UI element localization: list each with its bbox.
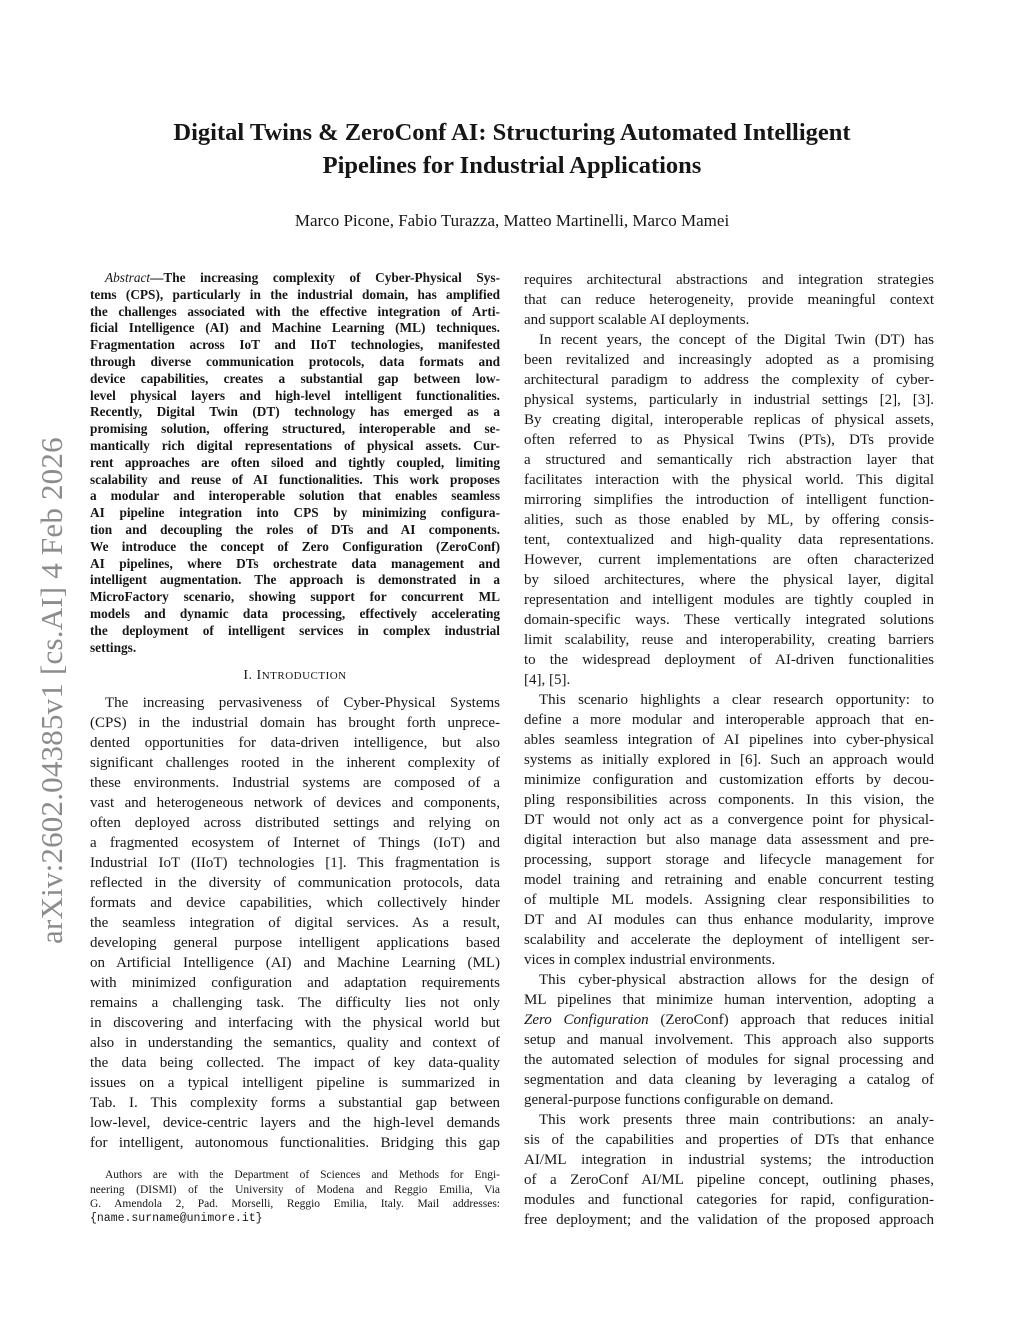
abstract-line: ficial Intelligence (AI) and Machine Learning (ML) techniques. [90,320,500,336]
emphasis-term: Zero Configuration [524,1012,649,1028]
text-line: also in understanding the semantics, quality and context of [90,1035,500,1052]
text-line: This cyber-physical abstraction allows for the design of [539,972,934,988]
text-line: general-purpose functions configurable on demand. [524,1092,834,1108]
text-line: processing, support storage and lifecycle management for [524,852,934,868]
text-line: define a more modular and interoperable approach that en- [524,712,934,728]
body-paragraph [524,330,934,690]
abstract-line: We introduce the concept of Zero Configuration (ZeroConf) [90,538,500,554]
abstract-line: the deployment of intelligent services in complex industrial [90,622,500,638]
text-line: modules and functional categories for rapid, configuration- [524,1192,934,1208]
text-line: (CPS) in the industrial domain has brought forth unprece- [90,715,500,732]
text-line: ML pipelines that minimize human intervention, adopting a [524,992,934,1008]
text-line: developing general purpose intelligent applications based [90,935,500,952]
text-line: in discovering and interfacing with the physical world but [90,1015,500,1032]
text-line: architectural paradigm to address the complexity of cyber- [524,372,934,388]
intro-paragraph [90,693,500,1153]
abstract-line: intelligent augmentation. The approach is demonstrated in a [90,572,500,588]
text-line: In recent years, the concept of the Digital Twin (DT) has [539,332,934,348]
text-line: the seamless integration of digital services. As a result, [90,915,500,932]
text-line: free deployment; and the validation of the proposed approach [524,1212,934,1228]
footnote-line: Authors are with the Department of Sciences and Methods for Engi- [105,1169,500,1181]
abstract-line: models and dynamic data processing, effectively accelerating [90,605,500,621]
right-column [524,270,934,1230]
abstract-line: device capabilities, creates a substantial gap between low- [90,370,500,386]
text-line: and support scalable AI deployments. [524,312,750,328]
text-line: dented opportunities for data-driven intelligence, but also [90,735,500,752]
text-line: physical systems, particularly in industrial settings [2], [3]. [524,392,934,408]
text-line: a structured and semantically rich abstraction layer that [524,452,934,468]
text-line: requires architectural abstractions and integration strategies [524,272,934,288]
body-paragraph [524,270,934,330]
text-line: of multiple ML models. Assigning clear responsibilities to [524,892,934,908]
text-line: setup and manual involvement. This approach also supports [524,1032,934,1048]
text-line: segmentation and data cleaning by leveraging a catalog of [524,1072,934,1088]
text-line: significant challenges rooted in the inherent complexity of [90,755,500,772]
text-line: a fragmented ecosystem of Internet of Things (IoT) and [90,835,500,852]
section-number: I. [243,668,253,684]
abstract-line: MicroFactory scenario, showing support for concurrent ML [90,589,500,605]
abstract-line: a modular and interoperable solution that enables seamless [90,488,500,504]
abstract [90,270,500,656]
section-title-initial: I [256,668,262,684]
text-line: This work presents three main contributions: an analy- [539,1112,934,1128]
abstract-line: level physical layers and high-level intelligent functionalities. [90,387,500,403]
text-line: often referred to as Physical Twins (PTs), DTs provide [524,432,934,448]
text-line: DT would not only act as a convergence point for physical- [524,812,934,828]
body-paragraph [524,1110,934,1230]
abstract-line: tion and decoupling the roles of DTs and AI components. [90,521,500,537]
abstract-line: the challenges associated with the effective integration of Arti- [90,303,500,319]
arxiv-identifier: arXiv:2602.04385v1 [cs.AI] 4 Feb 2026 [34,437,69,944]
text-line: to the widespread deployment of AI-driven functionalities [524,652,934,668]
text-line: limit scalability, reuse and interoperability, creating barriers [524,632,934,648]
author-email: {name.surname@unimore.it} [90,1211,263,1225]
text-line: systems as initially explored in [6]. Such an approach would [524,752,934,768]
abstract-line: AI pipelines, where DTs orchestrate data management and [90,555,500,571]
footnote-line: neering (DISMI) of the University of Modena and Reggio Emilia, Via [90,1183,500,1196]
text-run: (ZeroConf) approach that reduces initial [648,1012,934,1028]
text-line: by siloed architectures, where the physical layer, digital [524,572,934,588]
text-line: representation and intelligent modules are tightly coupled in [524,592,934,608]
text-line: the automated selection of modules for signal processing and [524,1052,934,1068]
title-line: Digital Twins & ZeroConf AI: Structuring Automated Intelligent [173,119,851,146]
section-heading-introduction [90,666,500,686]
left-column [90,270,500,1153]
abstract-line: rent approaches are often siloed and tightly coupled, limiting [90,454,500,470]
text-line: vast and heterogeneous network of devices and components, [90,795,500,812]
text-line [524,1010,934,1030]
text-line: that can reduce heterogeneity, provide meaningful context [524,292,934,308]
body-paragraph [524,970,934,1110]
text-line: Tab. I. This complexity forms a substantial gap between [90,1095,500,1112]
text-line: with minimized configuration and adaptation requirements [90,975,500,992]
abstract-line: Recently, Digital Twin (DT) technology has emerged as a [90,404,500,420]
text-line: alities, such as those enabled by ML, by offering consis- [524,512,934,528]
text-line: AI/ML integration in industrial systems; the introduction [524,1152,934,1168]
text-line: scalability and accelerate the deployment of intelligent ser- [524,932,934,948]
text-line: sis of the capabilities and properties of DTs that enhance [524,1132,934,1148]
footnote-line: G. Amendola 2, Pad. Morselli, Reggio Emilia, Italy. Mail addresses: [90,1198,500,1211]
abstract-text: —The increasing complexity of Cyber-Physical Sys- [150,270,500,285]
text-line: mirroring simplifies the introduction of intelligent function- [524,492,934,508]
abstract-line: settings. [90,639,137,655]
author-list: Marco Picone, Fabio Turazza, Matteo Martinelli, Marco Mamei [294,211,730,230]
text-line: ables seamless integration of AI pipelines into cyber-physical [524,732,934,748]
abstract-label: Abstract [105,270,151,285]
text-line: for intelligent, autonomous functionalities. Bridging this gap [90,1135,500,1152]
paper-title [90,116,934,182]
text-line: low-level, device-centric layers and the high-level demands [90,1115,500,1132]
text-line: The increasing pervasiveness of Cyber-Physical Systems [105,695,500,712]
text-line: [4], [5]. [524,672,571,688]
text-line: vices in complex industrial environments. [524,952,776,968]
text-line: domain-specific ways. These vertically integrated solutions [524,612,934,628]
abstract-line: Fragmentation across IoT and IIoT technologies, manifested [90,337,500,353]
text-line: tent, contextualized and high-quality data representations. [524,532,934,548]
text-line: However, current implementations are often characterized [524,552,934,568]
abstract-line: scalability and reuse of AI functionalities. This work proposes [90,471,500,487]
text-line: digital interaction but also manage data assessment and pre- [524,832,934,848]
abstract-line: tems (CPS), particularly in the industrial domain, has amplified [90,286,500,302]
text-line: This scenario highlights a clear research opportunity: to [539,692,934,708]
text-line: pling responsibilities across components. In this vision, the [524,792,934,808]
text-line: been revitalized and increasingly adopted as a promising [524,352,934,368]
abstract-line: through diverse communication protocols, data formats and [90,353,500,369]
text-line: formats and device capabilities, which collectively hinder [90,895,500,912]
text-line: By creating digital, interoperable replicas of physical assets, [524,412,934,428]
abstract-line: mantically rich digital representations of physical assets. Cur- [90,437,500,453]
text-line: often deployed across distributed settings and relying on [90,815,500,832]
title-line: Pipelines for Industrial Applications [322,152,702,179]
body-paragraph [524,690,934,970]
text-line: on Artificial Intelligence (AI) and Machine Learning (ML) [90,955,500,972]
abstract-line: promising solution, offering structured, interoperable and se- [90,421,500,437]
author-affiliation-footnote [90,1168,500,1226]
text-line: facilitates interaction with the physical world. This digital [524,472,934,488]
text-line: Industrial IoT (IIoT) technologies [1]. This fragmentation is [90,855,500,872]
text-line: model training and retraining and enable concurrent testing [524,872,934,888]
text-line: remains a challenging task. The difficulty lies not only [90,995,500,1012]
section-title-rest: NTRODUCTION [261,670,347,683]
abstract-line: AI pipeline integration into CPS by minimizing configura- [90,505,500,521]
text-line: of a ZeroConf AI/ML pipeline concept, outlining phases, [524,1172,934,1188]
text-line: the data being collected. The impact of key data-quality [90,1055,500,1072]
text-line: issues on a typical intelligent pipeline is summarized in [90,1075,500,1092]
text-line: minimize configuration and customization efforts by decou- [524,772,934,788]
text-line: these environments. Industrial systems are composed of a [90,775,500,792]
text-line: reflected in the diversity of communication protocols, data [90,875,500,892]
text-line: DT and AI modules can thus enhance modularity, improve [524,912,934,928]
abstract-line [90,270,500,287]
